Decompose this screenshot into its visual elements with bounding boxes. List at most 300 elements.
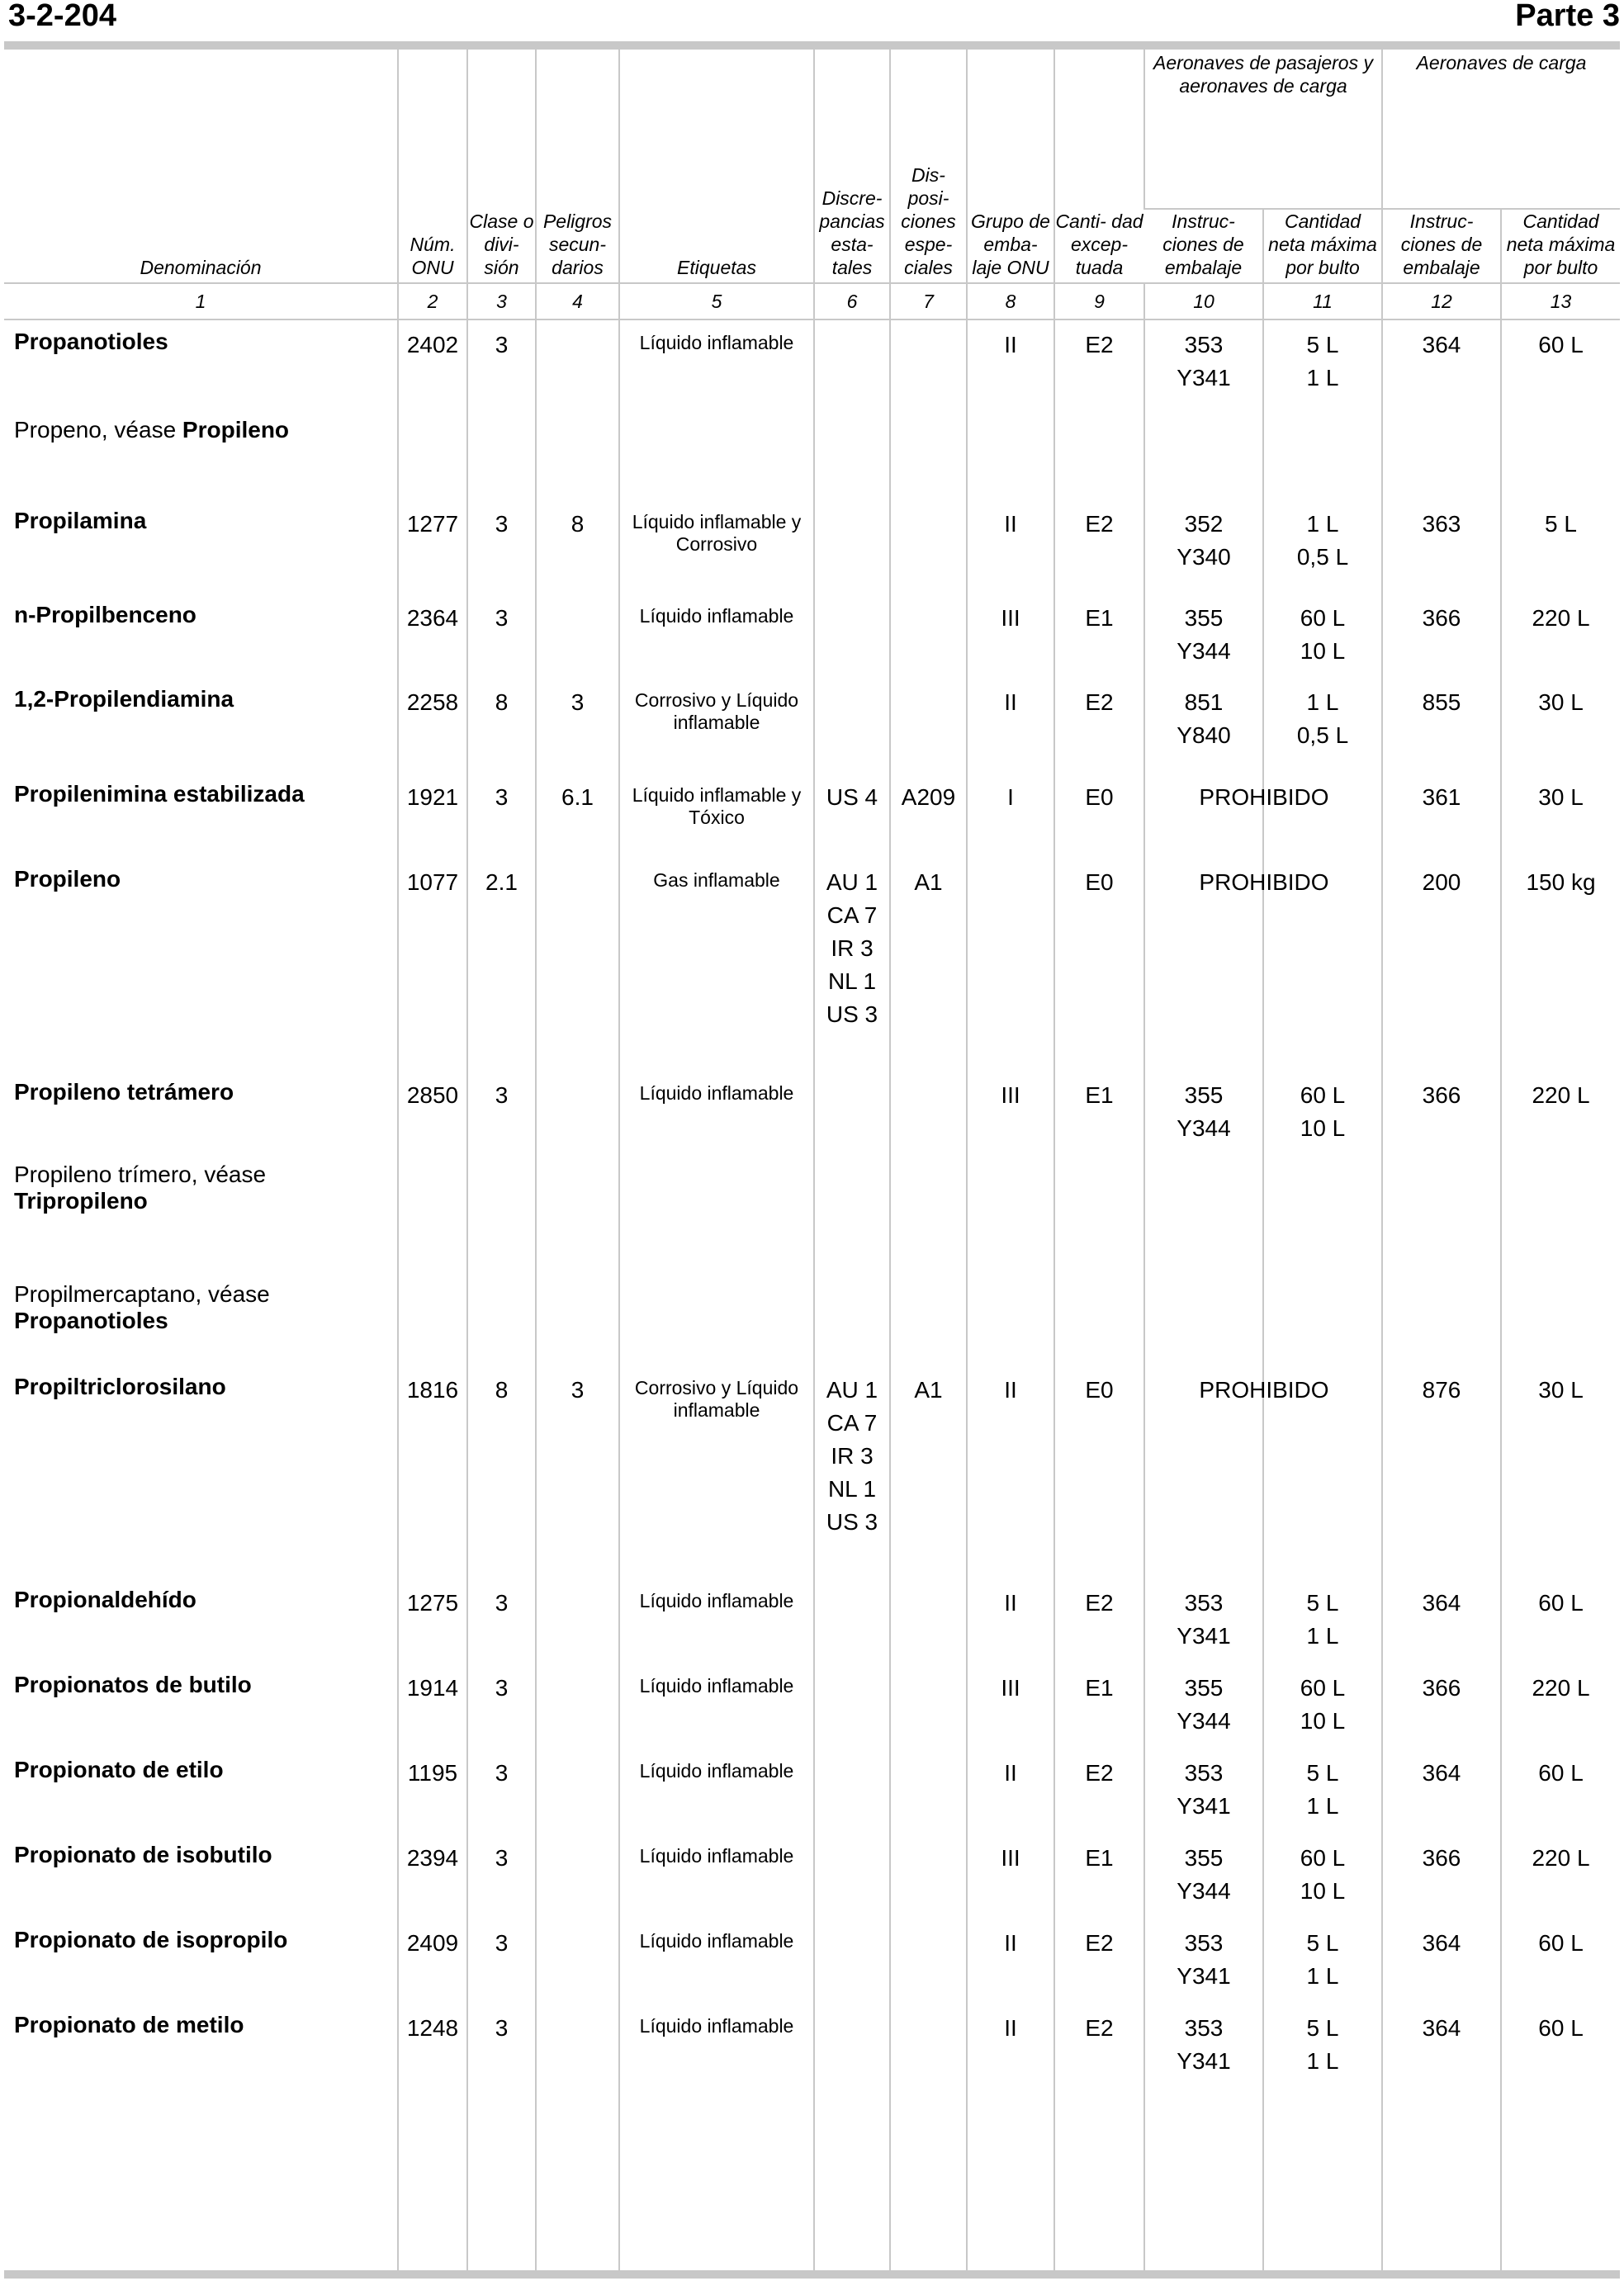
max-quantity: 5 L [1306, 1590, 1339, 1616]
passenger-max-quantity [1263, 319, 1382, 409]
packing-group: III [967, 1071, 1054, 1153]
passenger-forbidden-cell [1144, 1365, 1329, 1578]
bottom-rule [4, 2270, 1620, 2279]
un-number: 2394 [398, 1834, 467, 1919]
cargo-max-quantity: 5 L [1501, 499, 1620, 594]
passenger-packing-instructions [1144, 1749, 1263, 1834]
cargo-packing-instruction: 363 [1382, 499, 1501, 594]
class-division: 3 [467, 319, 536, 409]
table-row [4, 1071, 1620, 1153]
passenger-max-quantity [1263, 1834, 1382, 1919]
empty-cell [1501, 2089, 1620, 2270]
special-provision [890, 678, 967, 773]
un-number: 1277 [398, 499, 467, 594]
substance-name-text: Propilamina [14, 508, 147, 533]
cargo-max-quantity: 220 L [1501, 594, 1620, 678]
passenger-max-quantity [1263, 594, 1382, 678]
state-variations [814, 1834, 890, 1919]
top-rule [4, 41, 1620, 50]
state-variations [814, 1071, 890, 1153]
special-provision: A209 [890, 773, 967, 858]
packing-instruction: 851 [1184, 689, 1224, 715]
packing-instruction: 355 [1184, 1845, 1224, 1871]
header-cargo-instructions: Instruc- ciones de embalaje [1382, 209, 1501, 283]
header-cantidad-exceptuada: Canti- dad excep- tuada [1054, 50, 1144, 283]
header-discrepancias: Discre- pancias esta- tales [814, 50, 890, 283]
packing-instruction: 353 [1184, 2015, 1224, 2041]
empty-cell [1501, 1153, 1620, 1273]
table-row [4, 1365, 1620, 1578]
state-variation: US 3 [826, 1509, 878, 1535]
empty-cell [890, 409, 967, 499]
un-number: 1914 [398, 1663, 467, 1749]
cross-reference-target: Propileno [182, 417, 290, 442]
packing-instruction: Y344 [1177, 1708, 1231, 1734]
passenger-max-quantity [1263, 1578, 1382, 1663]
cargo-max-quantity: 220 L [1501, 1834, 1620, 1919]
state-variation: NL 1 [827, 968, 877, 994]
empty-cell [619, 1153, 814, 1273]
packing-instruction: 353 [1184, 1930, 1224, 1956]
empty-cell [1054, 1153, 1144, 1273]
subsidiary-hazard [536, 1919, 619, 2004]
table-row [4, 1919, 1620, 2004]
packing-instruction: Y344 [1177, 638, 1231, 664]
column-number: 4 [536, 283, 619, 319]
max-quantity: 10 L [1300, 1708, 1346, 1734]
un-number: 1195 [398, 1749, 467, 1834]
cargo-max-quantity: 60 L [1501, 1919, 1620, 2004]
max-quantity: 1 L [1306, 689, 1339, 715]
substance-name [4, 1834, 398, 1919]
cargo-max-quantity: 60 L [1501, 2004, 1620, 2089]
cargo-packing-instruction: 361 [1382, 773, 1501, 858]
packing-group: II [967, 1578, 1054, 1663]
state-variations [814, 499, 890, 594]
column-number-row [4, 283, 1620, 319]
table-row [4, 773, 1620, 858]
subsidiary-hazard [536, 1071, 619, 1153]
subsidiary-hazard [536, 319, 619, 409]
header-pax-quantity: Cantidad neta máxima por bulto [1263, 209, 1382, 283]
subsidiary-hazard: 3 [536, 1365, 619, 1578]
cargo-packing-instruction: 364 [1382, 1919, 1501, 2004]
special-provision [890, 1749, 967, 1834]
cargo-packing-instruction: 364 [1382, 1749, 1501, 1834]
column-number: 1 [4, 283, 398, 319]
passenger-forbidden-cell [1144, 773, 1329, 858]
table-row [4, 2004, 1620, 2089]
header-denominacion: Denominación [140, 257, 262, 278]
header-pax-instructions: Instruc- ciones de embalaje [1162, 211, 1244, 278]
empty-cell [814, 1153, 890, 1273]
empty-cell [1144, 1153, 1263, 1273]
empty-cell [1263, 1273, 1382, 1365]
excepted-quantity: E0 [1054, 858, 1144, 1071]
cross-reference-text: Propilmercaptano, véase [14, 1281, 270, 1307]
empty-cell [536, 1273, 619, 1365]
max-quantity: 10 L [1300, 1878, 1346, 1904]
hazard-label: Gas inflamable [619, 858, 814, 1071]
max-quantity: 1 L [1306, 365, 1339, 390]
un-number: 2850 [398, 1071, 467, 1153]
state-variations [814, 1663, 890, 1749]
passenger-max-quantity [1263, 1663, 1382, 1749]
state-variation: CA 7 [826, 902, 878, 928]
empty-cell [814, 409, 890, 499]
column-number: 6 [814, 283, 890, 319]
substance-name-text: Propionatos de butilo [14, 1672, 252, 1697]
packing-instruction: 353 [1184, 1760, 1224, 1786]
excepted-quantity: E2 [1054, 678, 1144, 773]
special-provision [890, 1071, 967, 1153]
cargo-packing-instruction: 364 [1382, 319, 1501, 409]
hazard-label: Líquido inflamable y Tóxico [619, 773, 814, 858]
empty-cell [536, 409, 619, 499]
special-provision [890, 1578, 967, 1663]
table-row [4, 1153, 1620, 1273]
max-quantity: 1 L [1306, 1793, 1339, 1819]
class-division: 3 [467, 1663, 536, 1749]
special-provision [890, 594, 967, 678]
empty-cell [1054, 2089, 1144, 2270]
empty-cell [1501, 1273, 1620, 1365]
state-variation: NL 1 [827, 1476, 877, 1502]
un-number: 1077 [398, 858, 467, 1071]
packing-group: III [967, 1834, 1054, 1919]
substance-name [4, 858, 398, 1071]
empty-cell [619, 1273, 814, 1365]
special-provision [890, 319, 967, 409]
empty-cell [1263, 1153, 1382, 1273]
max-quantity: 5 L [1306, 2015, 1339, 2041]
cargo-packing-instruction: 366 [1382, 594, 1501, 678]
excepted-quantity: E1 [1054, 594, 1144, 678]
empty-cell [890, 2089, 967, 2270]
cargo-max-quantity: 60 L [1501, 1749, 1620, 1834]
packing-group: II [967, 1919, 1054, 2004]
header-group-cargo: Aeronaves de carga [1382, 50, 1620, 209]
substance-name-text: Propilenimina estabilizada [14, 781, 305, 807]
cargo-max-quantity: 60 L [1501, 319, 1620, 409]
state-variation: AU 1 [826, 869, 878, 895]
packing-group: III [967, 594, 1054, 678]
hazard-label: Líquido inflamable [619, 594, 814, 678]
forbidden-text: PROHIBIDO [1199, 1377, 1329, 1403]
state-variations [814, 1919, 890, 2004]
empty-cell [1382, 1153, 1501, 1273]
substance-name-text: 1,2-Propilendiamina [14, 686, 234, 712]
header-group-passenger: Aeronaves de pasajeros y aeronaves de carga [1144, 50, 1382, 209]
empty-cell [1382, 2089, 1501, 2270]
column-number: 5 [619, 283, 814, 319]
subsidiary-hazard [536, 2004, 619, 2089]
forbidden-text: PROHIBIDO [1199, 869, 1329, 895]
hazard-label: Líquido inflamable [619, 1663, 814, 1749]
column-number: 11 [1263, 283, 1382, 319]
substance-name-text: Propiltriclorosilano [14, 1374, 226, 1399]
cargo-packing-instruction: 876 [1382, 1365, 1501, 1578]
packing-group: II [967, 319, 1054, 409]
empty-cell [1144, 1273, 1263, 1365]
substance-name [4, 1153, 398, 1273]
column-number: 12 [1382, 283, 1501, 319]
class-division: 2.1 [467, 858, 536, 1071]
table-row [4, 409, 1620, 499]
state-variations [814, 2004, 890, 2089]
passenger-packing-instructions [1144, 319, 1263, 409]
table-row [4, 1834, 1620, 1919]
packing-instruction: Y340 [1177, 544, 1231, 570]
substance-name [4, 499, 398, 594]
substance-name [4, 1365, 398, 1578]
subsidiary-hazard [536, 1749, 619, 1834]
cross-reference-target: Propanotioles [14, 1308, 168, 1333]
passenger-packing-instructions [1144, 499, 1263, 594]
empty-cell [890, 1153, 967, 1273]
empty-cell [398, 2089, 467, 2270]
empty-cell [967, 409, 1054, 499]
max-quantity: 1 L [1306, 1963, 1339, 1989]
special-provision [890, 2004, 967, 2089]
passenger-packing-instructions [1144, 1578, 1263, 1663]
cargo-max-quantity: 60 L [1501, 1578, 1620, 1663]
packing-group: II [967, 2004, 1054, 2089]
state-variation: US 4 [826, 784, 878, 810]
page-reference: 3-2-204 [8, 0, 116, 33]
packing-group: III [967, 1663, 1054, 1749]
hazard-label: Líquido inflamable [619, 1071, 814, 1153]
class-division: 3 [467, 773, 536, 858]
excepted-quantity: E2 [1054, 1919, 1144, 2004]
cargo-packing-instruction: 366 [1382, 1834, 1501, 1919]
state-variation: AU 1 [826, 1377, 878, 1403]
column-number: 8 [967, 283, 1054, 319]
subsidiary-hazard: 8 [536, 499, 619, 594]
class-division: 3 [467, 1071, 536, 1153]
max-quantity: 0,5 L [1296, 722, 1349, 748]
state-variations [814, 773, 890, 858]
passenger-max-quantity [1263, 678, 1382, 773]
page-header [0, 0, 1624, 40]
cross-reference-text: Propileno trímero, véase [14, 1162, 267, 1187]
max-quantity: 10 L [1300, 1115, 1346, 1141]
empty-cell [1054, 409, 1144, 499]
header-peligros: Peligros secun- darios [536, 50, 619, 283]
empty-cell [398, 409, 467, 499]
column-number: 2 [398, 283, 467, 319]
hazard-label: Líquido inflamable [619, 1749, 814, 1834]
empty-cell [814, 2089, 890, 2270]
packing-instruction: Y341 [1177, 1623, 1231, 1649]
max-quantity: 60 L [1300, 1082, 1346, 1108]
substance-name-text: Propanotioles [14, 329, 168, 354]
table-row [4, 858, 1620, 1071]
empty-cell [619, 2089, 814, 2270]
cross-reference-text: Propeno, véase [14, 417, 182, 442]
forbidden-text: PROHIBIDO [1199, 784, 1329, 810]
packing-group [967, 858, 1054, 1071]
special-provision [890, 1919, 967, 2004]
subsidiary-hazard [536, 858, 619, 1071]
hazard-label: Líquido inflamable y Corrosivo [619, 499, 814, 594]
cargo-max-quantity: 30 L [1501, 1365, 1620, 1578]
un-number: 2364 [398, 594, 467, 678]
passenger-packing-instructions [1144, 1663, 1263, 1749]
class-division: 3 [467, 2004, 536, 2089]
passenger-max-quantity [1263, 1071, 1382, 1153]
empty-cell [1263, 409, 1382, 499]
empty-cell [536, 2089, 619, 2270]
max-quantity: 60 L [1300, 1845, 1346, 1871]
substance-name [4, 678, 398, 773]
substance-name [4, 1919, 398, 2004]
substance-name [4, 594, 398, 678]
header-clase: Clase o divi- sión [467, 50, 536, 283]
un-number: 2409 [398, 1919, 467, 2004]
subsidiary-hazard [536, 594, 619, 678]
substance-name-text: Propileno [14, 866, 121, 892]
empty-cell [619, 409, 814, 499]
empty-cell [967, 2089, 1054, 2270]
special-provision: A1 [890, 858, 967, 1071]
passenger-packing-instructions [1144, 594, 1263, 678]
class-division: 8 [467, 678, 536, 773]
packing-instruction: Y341 [1177, 365, 1231, 390]
empty-cell [467, 1273, 536, 1365]
state-variations [814, 594, 890, 678]
empty-cell [467, 1153, 536, 1273]
substance-name-text: Propionato de etilo [14, 1757, 224, 1782]
hazard-label: Corrosivo y Líquido inflamable [619, 1365, 814, 1578]
special-provision: A1 [890, 1365, 967, 1578]
header-disposiciones: Dis- posi- ciones espe- ciales [890, 50, 967, 283]
empty-cell [890, 1273, 967, 1365]
hazard-label: Líquido inflamable [619, 2004, 814, 2089]
subsidiary-hazard [536, 1663, 619, 1749]
packing-instruction: Y344 [1177, 1115, 1231, 1141]
substance-name [4, 319, 398, 409]
filler-row [4, 2089, 1620, 2270]
state-variations [814, 678, 890, 773]
cargo-max-quantity: 30 L [1501, 678, 1620, 773]
state-variations [814, 319, 890, 409]
table-row [4, 678, 1620, 773]
header-cargo-quantity: Cantidad neta máxima por bulto [1501, 209, 1620, 283]
empty-cell [1144, 409, 1263, 499]
subsidiary-hazard: 3 [536, 678, 619, 773]
empty-cell [967, 1273, 1054, 1365]
passenger-packing-instructions [1144, 2004, 1263, 2089]
class-division: 3 [467, 1749, 536, 1834]
class-division: 3 [467, 1834, 536, 1919]
packing-group: I [967, 773, 1054, 858]
excepted-quantity: E1 [1054, 1663, 1144, 1749]
empty-cell [1054, 1273, 1144, 1365]
passenger-max-quantity [1263, 1749, 1382, 1834]
packing-group: II [967, 499, 1054, 594]
packing-instruction: Y344 [1177, 1878, 1231, 1904]
cargo-max-quantity: 150 kg [1501, 858, 1620, 1071]
excepted-quantity: E0 [1054, 773, 1144, 858]
column-number: 7 [890, 283, 967, 319]
empty-cell [398, 1153, 467, 1273]
class-division: 3 [467, 1578, 536, 1663]
passenger-packing-instructions [1144, 678, 1263, 773]
empty-cell [1382, 1273, 1501, 1365]
packing-group: II [967, 1749, 1054, 1834]
table-body [4, 319, 1620, 2270]
state-variations [814, 1365, 890, 1578]
packing-instruction: 353 [1184, 1590, 1224, 1616]
substance-name [4, 773, 398, 858]
substance-name [4, 1663, 398, 1749]
passenger-forbidden-cell [1144, 858, 1329, 1071]
empty-cell [1263, 2089, 1382, 2270]
un-number: 1248 [398, 2004, 467, 2089]
packing-instruction: 353 [1184, 332, 1224, 357]
passenger-max-quantity [1263, 2004, 1382, 2089]
cargo-packing-instruction: 855 [1382, 678, 1501, 773]
empty-cell [1501, 409, 1620, 499]
cargo-max-quantity: 30 L [1501, 773, 1620, 858]
part-label: Parte 3 [1515, 0, 1620, 33]
substance-name-text: Propileno tetrámero [14, 1079, 234, 1105]
excepted-quantity: E1 [1054, 1071, 1144, 1153]
excepted-quantity: E2 [1054, 319, 1144, 409]
packing-instruction: 355 [1184, 605, 1224, 631]
empty-cell [536, 1153, 619, 1273]
state-variation: US 3 [826, 1001, 878, 1027]
substance-name-text: Propionato de isopropilo [14, 1927, 288, 1952]
hazard-label: Líquido inflamable [619, 1834, 814, 1919]
max-quantity: 5 L [1306, 332, 1339, 357]
column-number: 3 [467, 283, 536, 319]
table-row [4, 1273, 1620, 1365]
max-quantity: 1 L [1306, 511, 1339, 537]
empty-cell [1382, 409, 1501, 499]
subsidiary-hazard: 6.1 [536, 773, 619, 858]
passenger-max-quantity [1263, 1919, 1382, 2004]
substance-name [4, 2004, 398, 2089]
excepted-quantity: E2 [1054, 2004, 1144, 2089]
column-number: 9 [1054, 283, 1144, 319]
excepted-quantity: E2 [1054, 1578, 1144, 1663]
max-quantity: 60 L [1300, 605, 1346, 631]
max-quantity: 1 L [1306, 1623, 1339, 1649]
substance-name-text: n-Propilbenceno [14, 602, 196, 627]
packing-instruction: Y840 [1177, 722, 1231, 748]
class-division: 3 [467, 594, 536, 678]
subsidiary-hazard [536, 1578, 619, 1663]
max-quantity: 5 L [1306, 1930, 1339, 1956]
special-provision [890, 1834, 967, 1919]
table-row [4, 1663, 1620, 1749]
substance-name [4, 1273, 398, 1365]
packing-instruction: 355 [1184, 1675, 1224, 1701]
max-quantity: 1 L [1306, 2048, 1339, 2074]
packing-instruction: 355 [1184, 1082, 1224, 1108]
substance-name [4, 409, 398, 499]
empty-cell [467, 2089, 536, 2270]
substance-name-text: Propionato de metilo [14, 2012, 244, 2037]
table-row [4, 499, 1620, 594]
max-quantity: 5 L [1306, 1760, 1339, 1786]
packing-instruction: 352 [1184, 511, 1224, 537]
excepted-quantity: E1 [1054, 1834, 1144, 1919]
subsidiary-hazard [536, 1834, 619, 1919]
cargo-packing-instruction: 366 [1382, 1071, 1501, 1153]
